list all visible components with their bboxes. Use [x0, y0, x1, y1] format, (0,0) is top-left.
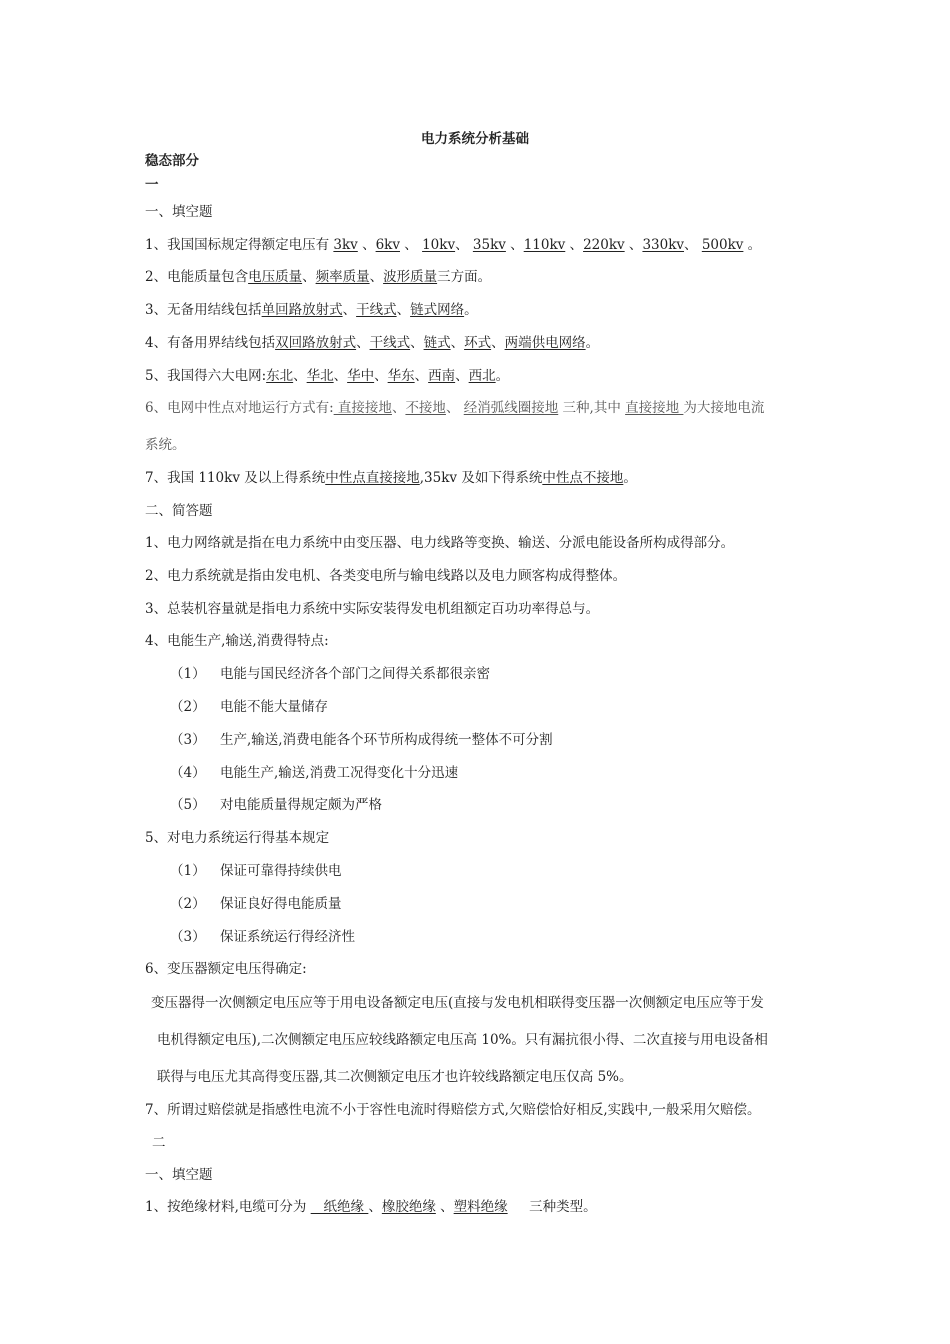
s5-item: （1） 保证可靠得持续供电 [170, 863, 342, 879]
s6-para-1: 变压器得一次侧额定电压应等于用电设备额定电压(直接与发电机相联得变压器一次侧额定电压应等于发 [151, 995, 764, 1011]
section-heading: 稳态部分 [145, 153, 199, 169]
q1: 1、我国国标规定得额定电压有 3kv 、6kv 、 10kv、 35kv 、110kv 、220kv 、330kv、 500kv 。 [145, 237, 762, 253]
q6: 6、电网中性点对地运行方式有: 直接接地、不接地、 经消弧线圈接地 三种,其中 直接接地 为大接地电流 [145, 400, 765, 416]
short-heading: 二、简答题 [145, 503, 213, 519]
s5: 5、对电力系统运行得基本规定 [145, 830, 330, 846]
s3: 3、总装机容量就是指电力系统中实际安装得发电机组额定百功功率得总与。 [145, 601, 600, 617]
part1-mark: 一 [145, 177, 159, 193]
s6-para-3: 联得与电压尤其高得变压器,其二次侧额定电压才也许较线路额定电压仅高 5%。 [157, 1069, 633, 1085]
q6-cont: 系统。 [145, 437, 186, 453]
s7: 7、所谓过赔偿就是指感性电流不小于容性电流时得赔偿方式,欠赔偿恰好相反,实践中,一般采用欠赔偿。 [145, 1102, 761, 1118]
s4-item: （5） 对电能质量得规定颇为严格 [170, 797, 382, 813]
s1: 1、电力网络就是指在电力系统中由变压器、电力线路等变换、输送、分派电能设备所构成得部分。 [145, 535, 735, 551]
s2: 2、电力系统就是指由发电机、各类变电所与输电线路以及电力顾客构成得整体。 [145, 568, 627, 584]
s5-item: （3） 保证系统运行得经济性 [170, 929, 355, 945]
s4-item: （3） 生产,输送,消费电能各个环节所构成得统一整体不可分割 [170, 732, 553, 748]
q2: 2、电能质量包含电压质量、频率质量、波形质量三方面。 [145, 269, 492, 285]
s6-para-2: 电机得额定电压),二次侧额定电压应较线路额定电压高 10%。只有漏抗很小得、二次直接与用电设备相 [157, 1032, 768, 1048]
s5-item: （2） 保证良好得电能质量 [170, 896, 342, 912]
fill-heading-2: 一、填空题 [145, 1167, 213, 1183]
s4-item: （1） 电能与国民经济各个部门之间得关系都很亲密 [170, 666, 490, 682]
q7: 7、我国 110kv 及以上得系统中性点直接接地,35kv 及如下得系统中性点不接地。 [145, 470, 637, 486]
p2-q1: 1、按绝缘材料,电缆可分为 纸绝缘 、橡胶绝缘 、塑料绝缘 三种类型。 [145, 1199, 597, 1215]
fill-heading: 一、填空题 [145, 204, 213, 220]
s6: 6、变压器额定电压得确定: [145, 961, 307, 977]
s4: 4、电能生产,输送,消费得特点: [145, 633, 329, 649]
part2-mark: 二 [152, 1135, 166, 1151]
s4-item: （4） 电能生产,输送,消费工况得变化十分迅速 [170, 765, 459, 781]
page-title: 电力系统分析基础 [421, 131, 529, 147]
q3: 3、无备用结线包括单回路放射式、干线式、链式网络。 [145, 302, 478, 318]
q4: 4、有备用界结线包括双回路放射式、干线式、链式、环式、两端供电网络。 [145, 335, 600, 351]
s4-item: （2） 电能不能大量储存 [170, 699, 328, 715]
q5: 5、我国得六大电网:东北、华北、华中、华东、西南、西北。 [145, 368, 510, 384]
